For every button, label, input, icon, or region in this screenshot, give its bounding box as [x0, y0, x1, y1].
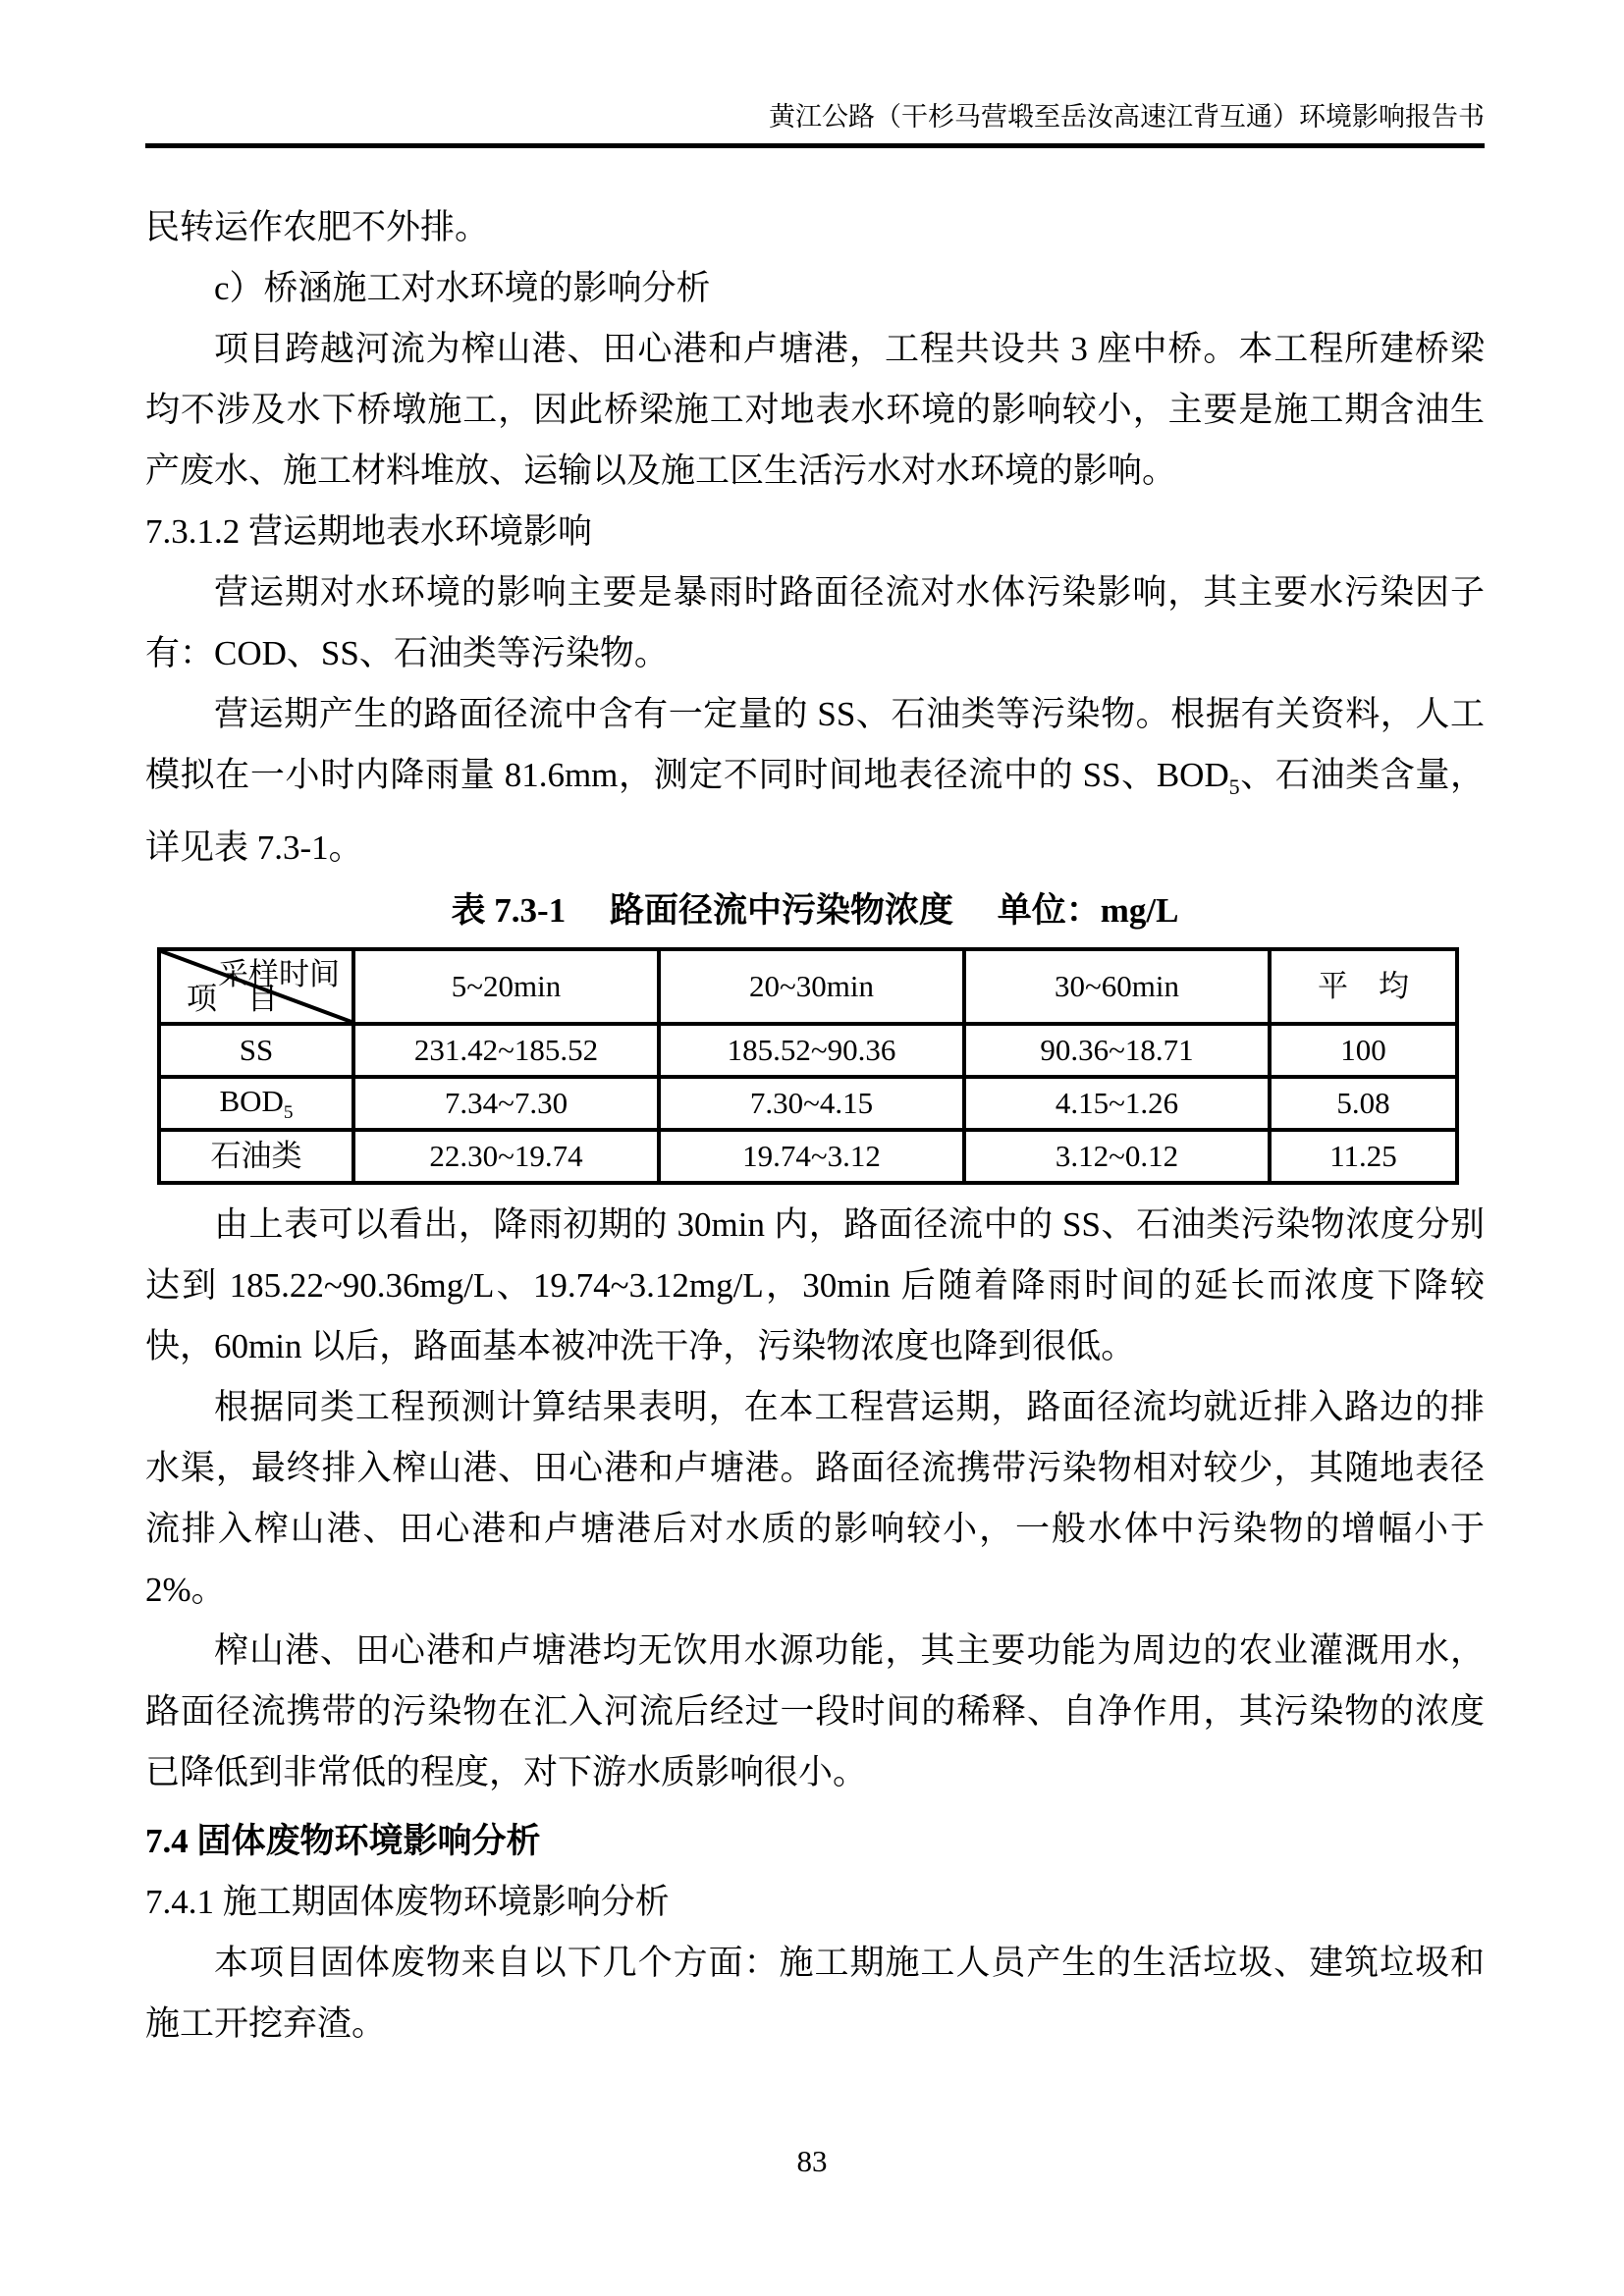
cell-petroleum-1: 22.30~19.74: [353, 1130, 659, 1183]
page-number: 83: [796, 2144, 828, 2178]
paragraph-bridges: 项目跨越河流为榨山港、田心港和卢塘港，工程共设共 3 座中桥。本工程所建桥梁均不涉及水下桥墩施工，因此桥梁施工对地表水环境的影响较小，主要是施工期含油生产废水、施工材料堆放、运输以及施工区生活污水对水环境的影响。: [145, 330, 1485, 490]
cell-ss-avg: 100: [1270, 1024, 1457, 1077]
row-label-ss: SS: [159, 1024, 353, 1077]
paragraph-prediction: 根据同类工程预测计算结果表明，在本工程营运期，路面径流均就近排入路边的排水渠，最终排入榨山港、田心港和卢塘港。路面径流携带污染物相对较少，其随地表径流排入榨山港、田心港和卢塘港后对水质的影响较小，一般水体中污染物的增幅小于 2%。: [145, 1388, 1485, 1609]
paragraph-continuation: 民转运作农肥不外排。: [145, 208, 490, 246]
table-caption-unit: 单位：mg/L: [997, 891, 1179, 930]
column-header-30-60min: 30~60min: [964, 949, 1270, 1024]
paragraph-solid-waste: 本项目固体废物来自以下几个方面：施工期施工人员产生的生活垃圾、建筑垃圾和施工开挖弃渣。: [145, 1944, 1485, 2043]
corner-label-sampling-time: 采样时间: [218, 957, 340, 991]
column-header-average: 平 均: [1270, 949, 1457, 1024]
table-corner-cell: [159, 949, 353, 1024]
cell-ss-2: 185.52~90.36: [659, 1024, 964, 1077]
bod-label-text: BOD: [219, 1083, 284, 1118]
page-header: [145, 0, 1485, 148]
heading-741: 7.4.1 施工期固体废物环境影响分析: [145, 1883, 670, 1921]
heading-7312: 7.3.1.2 营运期地表水环境影响: [145, 512, 593, 551]
header-title: 黄江公路（干杉马营塅至岳汝高速江背互通）环境影响报告书: [769, 102, 1485, 132]
row-label-bod5: [159, 1077, 353, 1130]
table-caption-title: 路面径流中污染物浓度: [609, 891, 953, 930]
bod-label-subscript: 5: [283, 1102, 294, 1124]
cell-ss-3: 90.36~18.71: [964, 1024, 1270, 1077]
cell-bod5-2: 7.30~4.15: [659, 1077, 964, 1130]
bod-subscript: 5: [1228, 775, 1240, 799]
pollutant-concentration-table: [157, 947, 1459, 1185]
row-label-petroleum: 石油类: [159, 1130, 353, 1183]
cell-petroleum-avg: 11.25: [1270, 1130, 1457, 1183]
column-header-20-30min: 20~30min: [659, 949, 964, 1024]
subheading-c-bridge: c）桥涵施工对水环境的影响分析: [214, 269, 711, 307]
corner-label-item: 项 目: [187, 981, 278, 1016]
cell-ss-1: 231.42~185.52: [353, 1024, 659, 1077]
table-row-ss: [159, 1024, 1457, 1077]
page-footer: [0, 2144, 1624, 2179]
cell-petroleum-3: 3.12~0.12: [964, 1130, 1270, 1183]
column-header-5-20min: 5~20min: [353, 949, 659, 1024]
cell-bod5-3: 4.15~1.26: [964, 1077, 1270, 1130]
paragraph-operation-impact: 营运期对水环境的影响主要是暴雨时路面径流对水体污染影响，其主要水污染因子有：COD、SS、石油类等污染物。: [145, 573, 1485, 672]
cell-petroleum-2: 19.74~3.12: [659, 1130, 964, 1183]
document-body: [145, 148, 1485, 2055]
paragraph-table-analysis: 由上表可以看出，降雨初期的 30min 内，路面径流中的 SS、石油类污染物浓度分别达到 185.22~90.36mg/L、19.74~3.12mg/L，30min 后随着降雨时间的延长而浓度下降较快，60min 以后，路面基本被冲洗干净，污染物浓度也降到很低。: [145, 1205, 1485, 1365]
paragraph-runoff-intro-text: 营运期产生的路面径流中含有一定量的 SS、石油类等污染物。根据有关资料，人工模拟在一小时内降雨量 81.6mm，测定不同时间地表径流中的 SS、BOD: [145, 695, 1485, 794]
table-row-petroleum: [159, 1130, 1457, 1183]
cell-bod5-avg: 5.08: [1270, 1077, 1457, 1130]
table-caption-label: 表 7.3-1: [451, 891, 567, 930]
heading-74: 7.4 固体废物环境影响分析: [145, 1822, 541, 1860]
table-caption: [145, 882, 1485, 939]
table-header-row: [159, 949, 1457, 1024]
paragraph-river-function: 榨山港、田心港和卢塘港均无饮用水源功能，其主要功能为周边的农业灌溉用水，路面径流携带的污染物在汇入河流后经过一段时间的稀释、自净作用，其污染物的浓度已降低到非常低的程度，对下游水质影响很小。: [145, 1631, 1485, 1791]
paragraph-runoff-intro: [145, 684, 1485, 879]
table-row-bod5: [159, 1077, 1457, 1130]
cell-bod5-1: 7.34~7.30: [353, 1077, 659, 1130]
paragraph-runoff-intro-tail: 、石油类含量，详见表 7.3-1。: [145, 756, 1485, 867]
